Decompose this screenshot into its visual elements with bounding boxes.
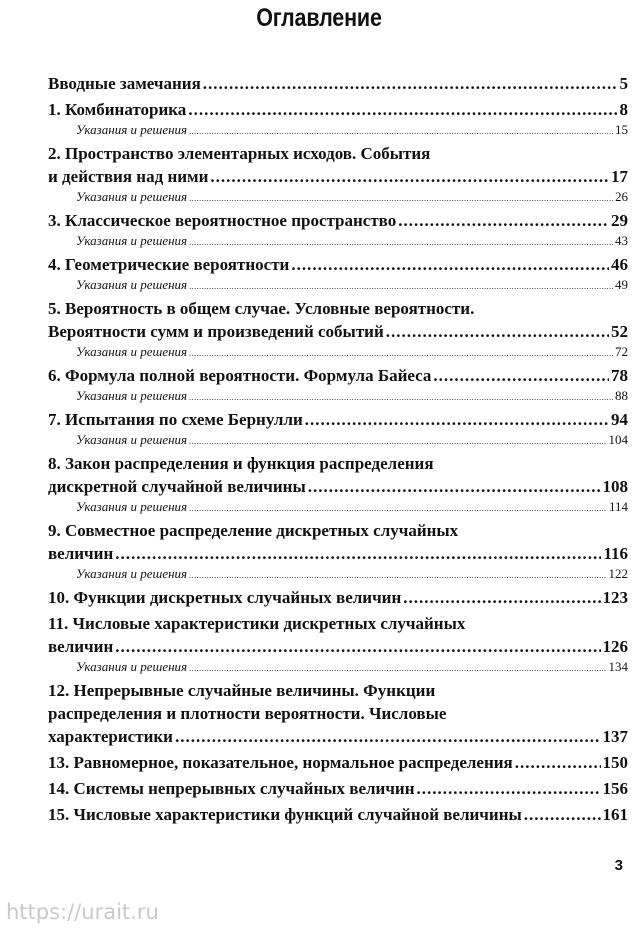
toc-sub-title: Указания и решения bbox=[76, 189, 188, 204]
toc-entry-ch6[interactable] bbox=[48, 365, 628, 405]
toc-title: Вероятности сумм и произведений событий bbox=[48, 322, 384, 341]
toc-entry-ch1[interactable] bbox=[48, 99, 628, 139]
toc-title: 14. Системы непрерывных случайных величин bbox=[48, 779, 415, 798]
toc-page: 126 bbox=[602, 637, 628, 656]
dot-leader bbox=[291, 254, 609, 276]
toc-page: 78 bbox=[611, 366, 628, 385]
toc-subentry[interactable] bbox=[48, 565, 628, 583]
toc-title-line: 8. Закон распределения и функция распределения bbox=[48, 454, 434, 473]
toc-title: 4. Геометрические вероятности bbox=[48, 255, 290, 274]
toc-title-line: распределения и плотности вероятности. Числовые bbox=[48, 704, 447, 723]
toc-entry-ch10[interactable] bbox=[48, 587, 628, 609]
toc-page: 123 bbox=[602, 588, 628, 607]
dot-leader bbox=[189, 389, 613, 407]
table-of-contents bbox=[48, 73, 628, 830]
dot-leader bbox=[524, 804, 601, 826]
toc-title-line: 11. Числовые характеристики дискретных случайных bbox=[48, 614, 466, 633]
watermark-url[interactable]: https://urait.ru bbox=[6, 900, 159, 924]
toc-sub-title: Указания и решения bbox=[76, 499, 188, 514]
toc-page: 52 bbox=[611, 322, 628, 341]
toc-title: 13. Равномерное, показательное, нормальное распределения bbox=[48, 753, 513, 772]
toc-sub-title: Указания и решения bbox=[76, 277, 188, 292]
dot-leader bbox=[386, 321, 609, 343]
toc-sub-page: 72 bbox=[615, 344, 628, 359]
toc-subentry[interactable] bbox=[48, 188, 628, 206]
toc-title: 10. Функции дискретных случайных величин bbox=[48, 588, 402, 607]
toc-page: 5 bbox=[619, 74, 628, 93]
toc-title-line: 12. Непрерывные случайные величины. Функции bbox=[48, 681, 436, 700]
toc-subentry[interactable] bbox=[48, 276, 628, 294]
dot-leader bbox=[305, 409, 609, 431]
toc-entry-ch12[interactable] bbox=[48, 680, 628, 748]
toc-page: 137 bbox=[602, 727, 628, 746]
dot-leader bbox=[189, 190, 613, 208]
toc-subentry[interactable] bbox=[48, 498, 628, 516]
dot-leader bbox=[189, 500, 607, 518]
toc-title-line: 9. Совместное распределение дискретных случайных bbox=[48, 521, 459, 540]
toc-title: величин bbox=[48, 544, 114, 563]
toc-sub-title: Указания и решения bbox=[76, 233, 188, 248]
dot-leader bbox=[308, 476, 601, 498]
dot-leader bbox=[189, 278, 613, 296]
dot-leader bbox=[398, 210, 609, 232]
toc-title: 6. Формула полной вероятности. Формула Байеса bbox=[48, 366, 432, 385]
toc-subentry[interactable] bbox=[48, 232, 628, 250]
toc-entry-ch5[interactable] bbox=[48, 298, 628, 361]
toc-sub-title: Указания и решения bbox=[76, 659, 188, 674]
toc-page: 150 bbox=[602, 753, 628, 772]
toc-title: 7. Испытания по схеме Бернулли bbox=[48, 410, 303, 429]
dot-leader bbox=[189, 567, 606, 585]
toc-subentry[interactable] bbox=[48, 121, 628, 139]
toc-entry-ch2[interactable] bbox=[48, 143, 628, 206]
toc-page: 29 bbox=[611, 211, 628, 230]
toc-sub-page: 49 bbox=[615, 277, 628, 292]
toc-title: и действия над ними bbox=[48, 167, 209, 186]
dot-leader bbox=[189, 345, 613, 363]
toc-entry-ch15[interactable] bbox=[48, 804, 628, 826]
toc-entry-intro[interactable] bbox=[48, 73, 628, 95]
toc-sub-page: 134 bbox=[608, 659, 628, 674]
toc-sub-page: 43 bbox=[615, 233, 628, 248]
toc-sub-page: 15 bbox=[615, 122, 628, 137]
dot-leader bbox=[203, 73, 618, 95]
toc-sub-page: 88 bbox=[615, 388, 628, 403]
toc-subentry[interactable] bbox=[48, 658, 628, 676]
toc-entry-ch11[interactable] bbox=[48, 613, 628, 676]
dot-leader bbox=[403, 587, 600, 609]
toc-title: характеристики bbox=[48, 727, 173, 746]
dot-leader bbox=[115, 543, 601, 565]
dot-leader bbox=[189, 433, 606, 451]
toc-subentry[interactable] bbox=[48, 343, 628, 361]
dot-leader bbox=[210, 166, 609, 188]
toc-title: 15. Числовые характеристики функций случайной величины bbox=[48, 805, 522, 824]
toc-page: 116 bbox=[603, 544, 628, 563]
dot-leader bbox=[189, 660, 606, 678]
toc-entry-ch4[interactable] bbox=[48, 254, 628, 294]
dot-leader bbox=[515, 752, 601, 774]
toc-entry-ch9[interactable] bbox=[48, 520, 628, 583]
dot-leader bbox=[175, 726, 601, 748]
toc-title: дискретной случайной величины bbox=[48, 477, 306, 496]
dot-leader bbox=[115, 636, 600, 658]
toc-sub-title: Указания и решения bbox=[76, 388, 188, 403]
toc-title: величин bbox=[48, 637, 114, 656]
toc-entry-ch14[interactable] bbox=[48, 778, 628, 800]
dot-leader bbox=[189, 234, 613, 252]
toc-page: 46 bbox=[611, 255, 628, 274]
dot-leader bbox=[417, 778, 601, 800]
toc-page: 156 bbox=[602, 779, 628, 798]
toc-sub-title: Указания и решения bbox=[76, 344, 188, 359]
toc-sub-title: Указания и решения bbox=[76, 432, 188, 447]
toc-sub-title: Указания и решения bbox=[76, 122, 188, 137]
toc-title: Вводные замечания bbox=[48, 74, 201, 93]
toc-entry-ch8[interactable] bbox=[48, 453, 628, 516]
toc-sub-page: 122 bbox=[608, 566, 628, 581]
toc-title: 3. Классическое вероятностное пространство bbox=[48, 211, 397, 230]
page-title: Оглавление bbox=[256, 4, 382, 32]
toc-sub-page: 114 bbox=[608, 499, 628, 514]
toc-title-line: 2. Пространство элементарных исходов. События bbox=[48, 144, 431, 163]
toc-title: 1. Комбинаторика bbox=[48, 100, 187, 119]
toc-page: 17 bbox=[611, 167, 628, 186]
toc-sub-title: Указания и решения bbox=[76, 566, 188, 581]
dot-leader bbox=[188, 99, 617, 121]
toc-title-line: 5. Вероятность в общем случае. Условные вероятности. bbox=[48, 299, 475, 318]
toc-subentry[interactable] bbox=[48, 387, 628, 405]
toc-entry-ch7[interactable] bbox=[48, 409, 628, 449]
toc-entry-ch13[interactable] bbox=[48, 752, 628, 774]
toc-sub-page: 104 bbox=[608, 432, 628, 447]
toc-page: 108 bbox=[602, 477, 628, 496]
toc-page: 8 bbox=[619, 100, 628, 119]
dot-leader bbox=[433, 365, 609, 387]
toc-entry-ch3[interactable] bbox=[48, 210, 628, 250]
toc-page: 161 bbox=[602, 805, 628, 824]
toc-subentry[interactable] bbox=[48, 431, 628, 449]
toc-sub-page: 26 bbox=[615, 189, 628, 204]
dot-leader bbox=[189, 123, 613, 141]
toc-page: 94 bbox=[611, 410, 628, 429]
page-number: 3 bbox=[614, 857, 623, 874]
